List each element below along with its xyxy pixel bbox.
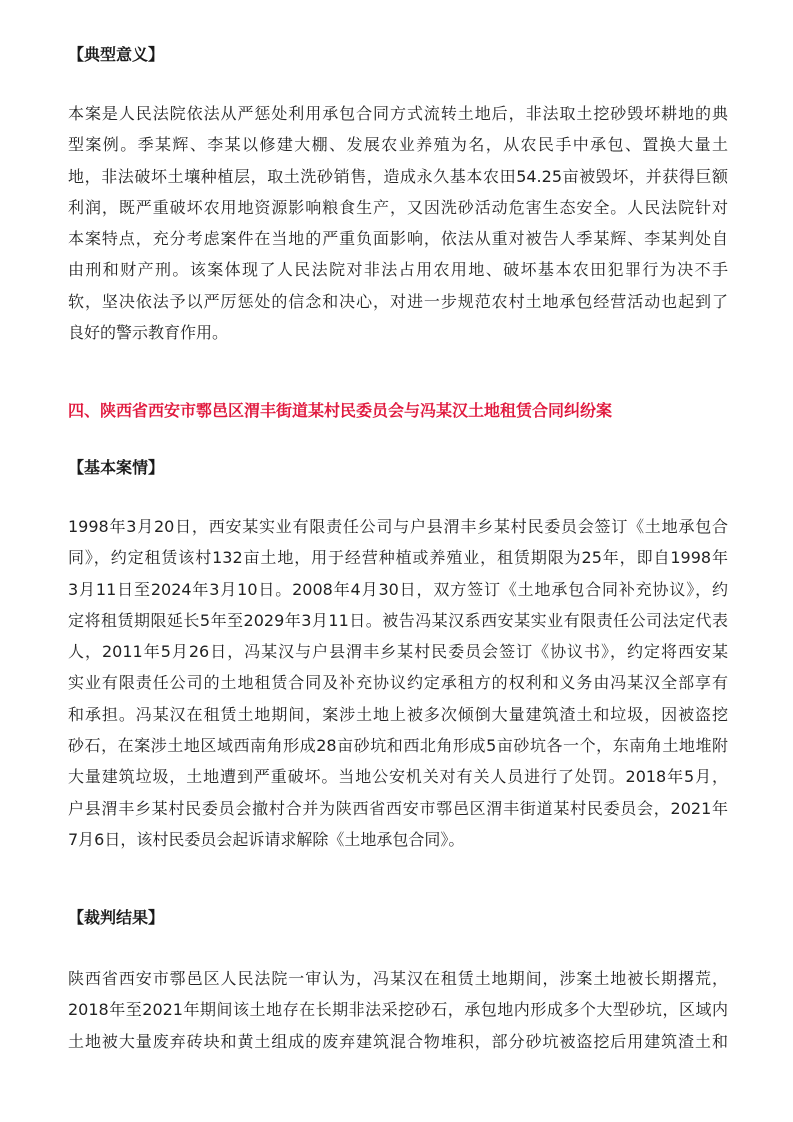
paragraph-line: 人，2011年5月26日，冯某汉与户县渭丰乡某村民委员会签订《协议书》，约定将西安某 (68, 642, 728, 662)
paragraph-line: 7月6日，该村民委员会起诉请求解除《土地承包合同》。 (68, 829, 465, 849)
paragraph-line: 型案例。季某辉、李某以修建大棚、发展农业养殖为名，从农民手中承包、置换大量土 (68, 135, 728, 155)
paragraph-line: 2018年至2021年期间该土地存在长期非法采挖砂石，承包地内形成多个大型砂坑，区域内 (68, 1000, 728, 1020)
paragraph-line: 由刑和财产刑。该案体现了人民法院对非法占用农用地、破坏基本农田犯罪行为决不手 (68, 260, 728, 280)
significance-paragraph (68, 98, 728, 348)
paragraph-line: 土地被大量废弃砖块和黄土组成的废弃建筑混合物堆积，部分砂坑被盗挖后用建筑渣土和 (68, 1031, 728, 1051)
paragraph-line: 陕西省西安市鄠邑区人民法院一审认为，冯某汉在租赁土地期间，涉案土地被长期撂荒， (68, 969, 728, 988)
significance-heading: 【典型意义】 (68, 45, 165, 64)
paragraph-line: 同》，约定租赁该村132亩土地，用于经营种植或养殖业，租赁期限为25年，即自1998年 (68, 548, 728, 568)
paragraph-line: 砂石，在案涉土地区域西南角形成28亩砂坑和西北角形成5亩砂坑各一个，东南角土地堆附 (68, 736, 728, 756)
paragraph-line: 和承担。冯某汉在租赁土地期间，案涉土地上被多次倾倒大量建筑渣土和垃圾，因被盗挖 (68, 704, 728, 724)
case-title: 四、陕西省西安市鄠邑区渭丰街道某村民委员会与冯某汉土地租赁合同纠纷案 (68, 401, 613, 420)
judgment-paragraph (68, 963, 728, 1057)
paragraph-line: 本案特点，充分考虑案件在当地的严重负面影响，依法从重对被告人季某辉、李某判处自 (68, 229, 728, 249)
paragraph-line: 定将租赁期限延长5年至2029年3月11日。被告冯某汉系西安某实业有限责任公司法定代表 (68, 610, 728, 630)
judgment-heading: 【裁判结果】 (68, 908, 165, 927)
facts-paragraph (68, 511, 728, 855)
paragraph-line: 3月11日至2024年3月10日。2008年4月30日，双方签订《土地承包合同补充协议》，约 (68, 579, 728, 599)
paragraph-line: 本案是人民法院依法从严惩处利用承包合同方式流转土地后，非法取土挖砂毁坏耕地的典 (68, 104, 728, 123)
paragraph-line: 实业有限责任公司的土地租赁合同及补充协议约定承租方的权利和义务由冯某汉全部享有 (68, 673, 728, 693)
paragraph-line: 良好的警示教育作用。 (68, 323, 229, 343)
paragraph-line: 1998年3月20日，西安某实业有限责任公司与户县渭丰乡某村民委员会签订《土地承包合 (68, 517, 728, 536)
basic-facts-heading: 【基本案情】 (68, 458, 165, 477)
paragraph-line: 户县渭丰乡某村民委员会撤村合并为陕西省西安市鄠邑区渭丰街道某村民委员会，2021年 (68, 798, 728, 818)
paragraph-line: 软，坚决依法予以严厉惩处的信念和决心，对进一步规范农村土地承包经营活动也起到了 (68, 291, 728, 311)
paragraph-line: 大量建筑垃圾，土地遭到严重破坏。当地公安机关对有关人员进行了处罚。2018年5月， (68, 767, 728, 787)
paragraph-line: 地，非法破坏土壤种植层，取土洗砂销售，造成永久基本农田54.25亩被毁坏，并获得巨额 (68, 166, 728, 186)
paragraph-line: 利润，既严重破坏农用地资源影响粮食生产，又因洗砂活动危害生态安全。人民法院针对 (68, 197, 728, 217)
